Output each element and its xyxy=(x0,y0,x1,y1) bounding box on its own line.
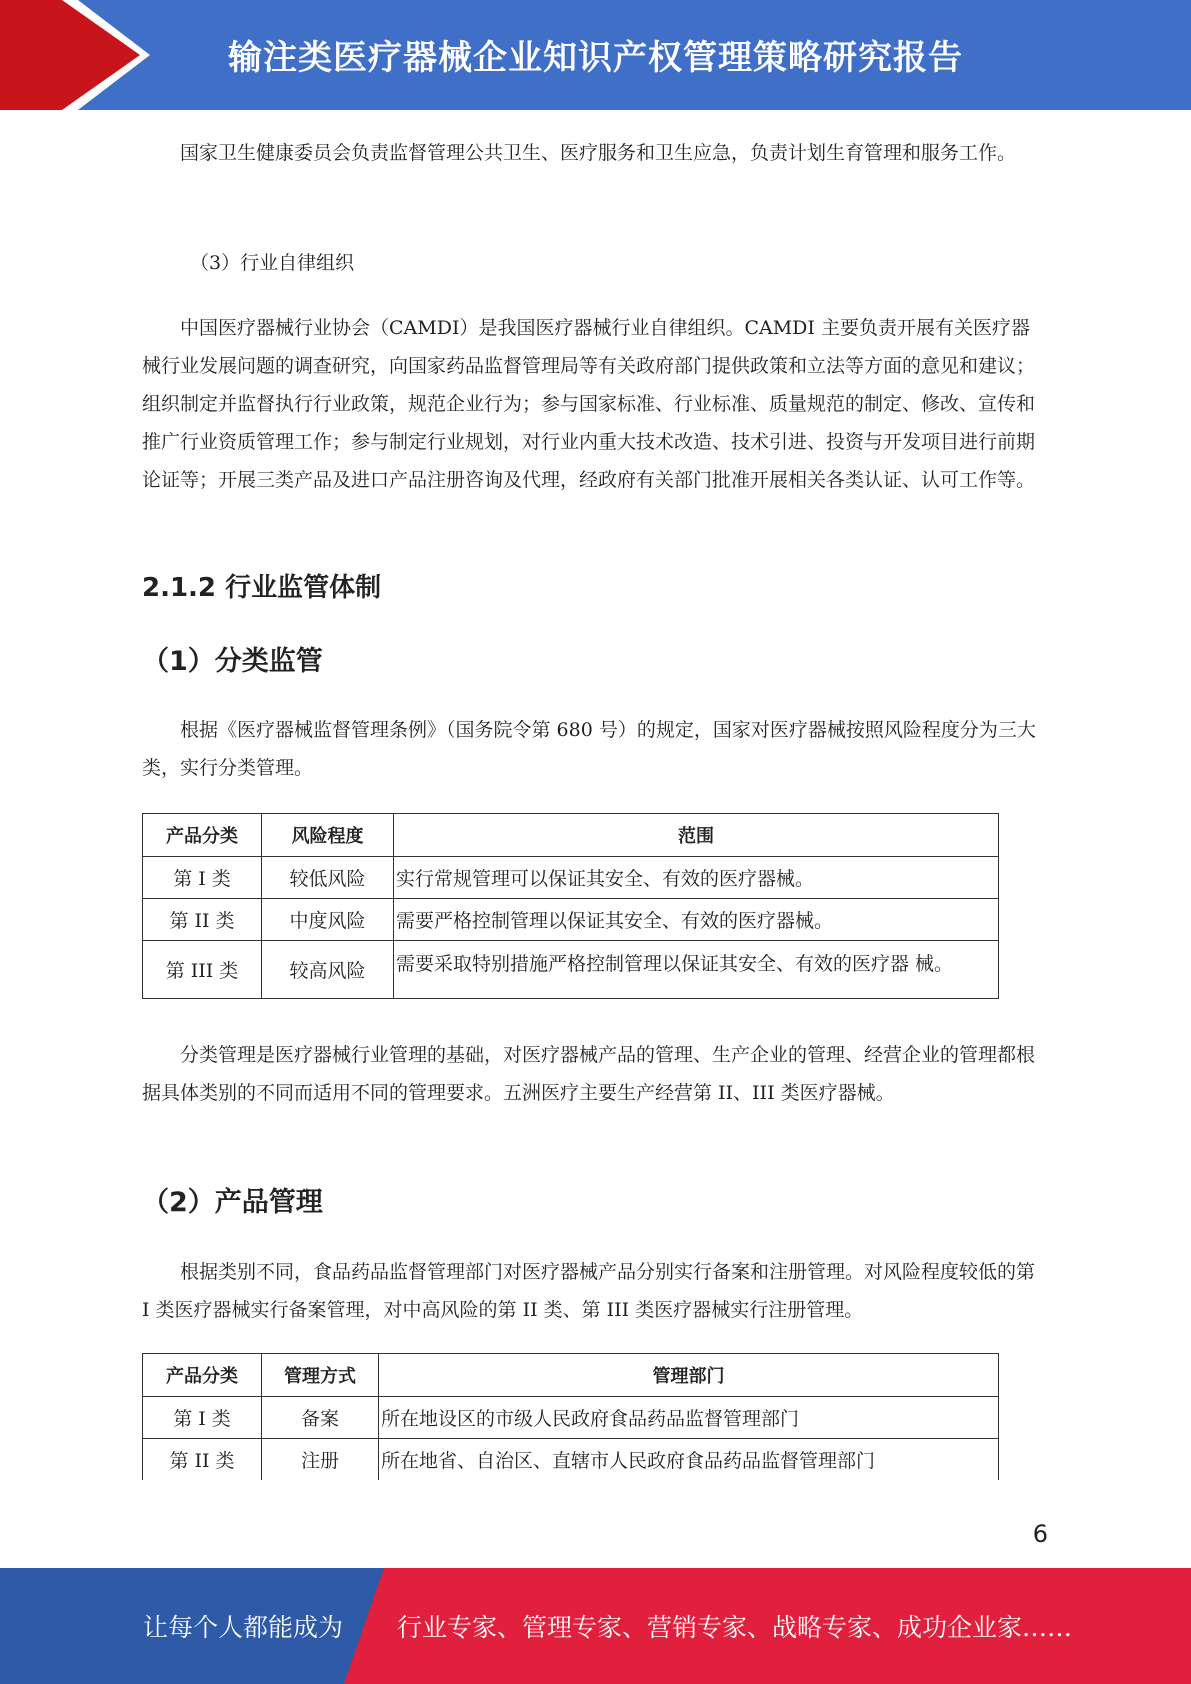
table-cell: 所在地设区的市级人民政府食品药品监督管理部门 xyxy=(379,1397,999,1439)
table-cell: 所在地省、自治区、直辖市人民政府食品药品监督管理部门 xyxy=(379,1439,999,1481)
table-row xyxy=(143,1439,999,1481)
table-cell: 中度风险 xyxy=(262,899,394,941)
table-cell: 第 II 类 xyxy=(143,1439,262,1481)
paragraph-camdi: 中国医疗器械行业协会（CAMDI）是我国医疗器械行业自律组织。CAMDI 主要负责开展有关医疗器械行业发展问题的调查研究，向国家药品监督管理局等有关政府部门提供政策和立法等方面的意见和建议；组织制定并监督执行行业政策，规范企业行为；参与国家标准、行业标准、质量规范的制定、修改、宣传和推广行业资质管理工作；参与制定行业规划，对行业内重大技术改造、技术引进、投资与开发项目进行前期论证等；开展三类产品及进口产品注册咨询及代理，经政府有关部门批准开展相关各类认证、认可工作等。 xyxy=(142,317,1036,491)
heading-product-management: （2）产品管理 xyxy=(142,1187,323,1218)
table-cell: 实行常规管理可以保证其安全、有效的医疗器械。 xyxy=(394,857,999,899)
risk-classification-table xyxy=(142,813,999,999)
table-header: 产品分类 xyxy=(143,1354,262,1397)
table-row xyxy=(143,857,999,899)
table-cell: 第 I 类 xyxy=(143,1397,262,1439)
table-header: 管理方式 xyxy=(262,1354,379,1397)
table-cell: 较高风险 xyxy=(262,941,394,999)
page-header xyxy=(0,0,1191,110)
table-cell: 备案 xyxy=(262,1397,379,1439)
table-cell: 需要严格控制管理以保证其安全、有效的医疗器械。 xyxy=(394,899,999,941)
table-header: 范围 xyxy=(394,814,999,857)
table-header: 风险程度 xyxy=(262,814,394,857)
section-heading-2-1-2: 2.1.2 行业监管体制 xyxy=(142,573,382,603)
table-cell: 第 III 类 xyxy=(143,941,262,999)
footer-slogan-right: 行业专家、管理专家、营销专家、战略专家、成功企业家…… xyxy=(397,1613,1073,1642)
table-row xyxy=(143,941,999,999)
table-cell: 较低风险 xyxy=(262,857,394,899)
table-cell: 第 II 类 xyxy=(143,899,262,941)
table-row xyxy=(143,899,999,941)
page-number: 6 xyxy=(1032,1520,1048,1548)
management-table-wrapper xyxy=(142,1353,1002,1480)
table-row xyxy=(143,1397,999,1439)
table-header: 产品分类 xyxy=(143,814,262,857)
table-cell: 第 I 类 xyxy=(143,857,262,899)
table-cell: 需要采取特别措施严格控制管理以保证其安全、有效的医疗器 械。 xyxy=(394,941,999,999)
footer-slogan-left: 让每个人都能成为 xyxy=(143,1613,344,1642)
paragraph-registration: 根据类别不同，食品药品监督管理部门对医疗器械产品分别实行备案和注册管理。对风险程度较低的第 I 类医疗器械实行备案管理，对中高风险的第 II 类、第 III 类医疗器械实行注册管理。 xyxy=(142,1261,1036,1321)
page-footer xyxy=(0,1568,1191,1684)
management-method-table xyxy=(142,1353,999,1480)
paragraph-regulation-basis: 根据《医疗器械监督管理条例》（国务院令第 680 号）的规定，国家对医疗器械按照风险程度分为三大类，实行分类管理。 xyxy=(142,719,1036,779)
subheading-self-regulation: （3）行业自律组织 xyxy=(190,252,355,274)
paragraph-health-commission: 国家卫生健康委员会负责监督管理公共卫生、医疗服务和卫生应急，负责计划生育管理和服务工作。 xyxy=(180,142,1017,164)
paragraph-classification-basis: 分类管理是医疗器械行业管理的基础，对医疗器械产品的管理、生产企业的管理、经营企业的管理都根据具体类别的不同而适用不同的管理要求。五洲医疗主要生产经营第 II、III 类医疗器械。 xyxy=(142,1044,1036,1104)
table-header: 管理部门 xyxy=(379,1354,999,1397)
report-title: 输注类医疗器械企业知识产权管理策略研究报告 xyxy=(228,38,963,78)
heading-classification: （1）分类监管 xyxy=(142,646,323,677)
table-cell: 注册 xyxy=(262,1439,379,1481)
